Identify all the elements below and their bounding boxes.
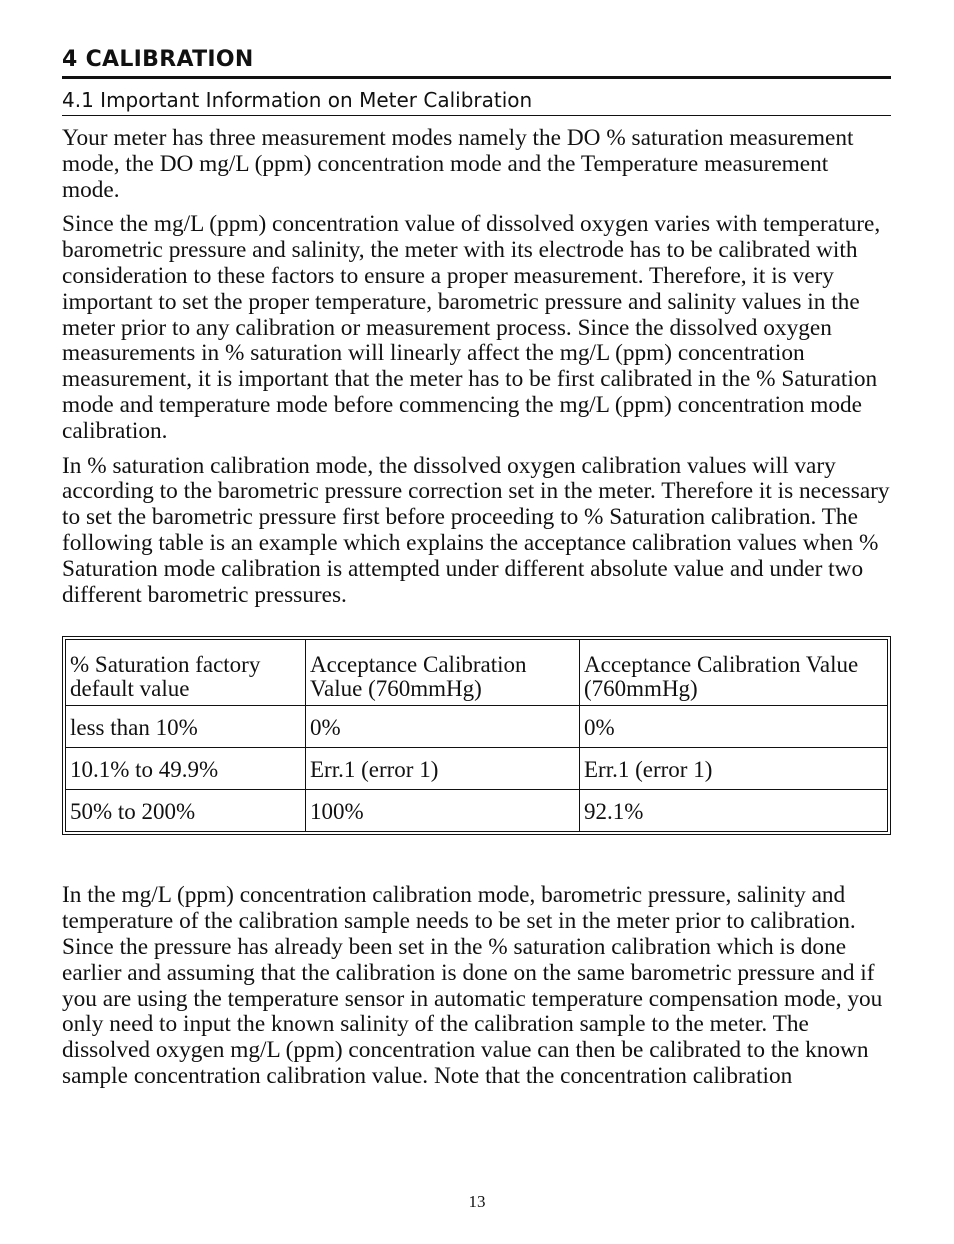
- calibration-values-table: [62, 636, 891, 835]
- paragraph-measurement-modes: Your meter has three measurement modes namely the DO % saturation measurement mode, the DO mg/L (ppm) concentration mode and the Temperature measurement mode.: [62, 125, 854, 203]
- table-header-row: [66, 640, 888, 706]
- paragraph-calibration-factors: Since the mg/L (ppm) concentration value of dissolved oxygen varies with temperature, barometric pressure and salinity, the meter with its electrode has to be calibrated with consideration to these factors to ensure a proper measurement. Therefore, it is very important to set the proper temperature, barometric pressure and salinity values in the meter prior to any calibration or measurement process. Since the dissolved oxygen measurements in % saturation will linearly affect the mg/L (ppm) concentration measurement, it is important that the meter has to be first calibrated in the % Saturation mode and temperature mode before commencing the mg/L (ppm) concentration mode calibration.: [62, 211, 881, 444]
- table-header-cell: Acceptance Calibration Value (760mmHg): [580, 640, 888, 706]
- table-row: [66, 748, 888, 790]
- table-cell: 0%: [306, 706, 580, 748]
- table-cell: 0%: [580, 706, 888, 748]
- table-cell: 50% to 200%: [66, 790, 306, 832]
- table-header-cell: Acceptance Calibration Value (760mmHg): [306, 640, 580, 706]
- table-cell: 92.1%: [580, 790, 888, 832]
- chapter-title: 4 CALIBRATION: [62, 46, 891, 79]
- table-cell: less than 10%: [66, 706, 306, 748]
- table-cell: 100%: [306, 790, 580, 832]
- table-cell: Err.1 (error 1): [580, 748, 888, 790]
- section-title: 4.1 Important Information on Meter Calibration: [62, 87, 891, 116]
- paragraph-saturation-calibration: In % saturation calibration mode, the dissolved oxygen calibration values will vary according to the barometric pressure correction set in the meter. Therefore it is necessary to set the barometric pressure first before proceeding to % Saturation calibration. The following table is an example which explains the acceptance calibration values when % Saturation mode calibration is attempted under different absolute value and under two different barometric pressures.: [62, 452, 890, 608]
- paragraph-concentration-calibration: In the mg/L (ppm) concentration calibration mode, barometric pressure, salinity and temperature of the calibration sample needs to be set in the meter prior to calibration. Since the pressure has already been set in the % saturation calibration which is done earlier and assuming that the calibration is done on the same barometric pressure and if you are using the temperature sensor in automatic temperature compensation mode, you only need to input the known salinity of the calibration sample to the meter. The dissolved oxygen mg/L (ppm) concentration value can then be calibrated to the known sample concentration calibration value. Note that the concentration calibration: [62, 882, 883, 1089]
- manual-page: [62, 46, 891, 1090]
- table-cell: Err.1 (error 1): [306, 748, 580, 790]
- table-header-cell: % Saturation factory default value: [66, 640, 306, 706]
- page-number: 13: [468, 1192, 486, 1211]
- table-row: [66, 790, 888, 832]
- table-row: [66, 706, 888, 748]
- table-cell: 10.1% to 49.9%: [66, 748, 306, 790]
